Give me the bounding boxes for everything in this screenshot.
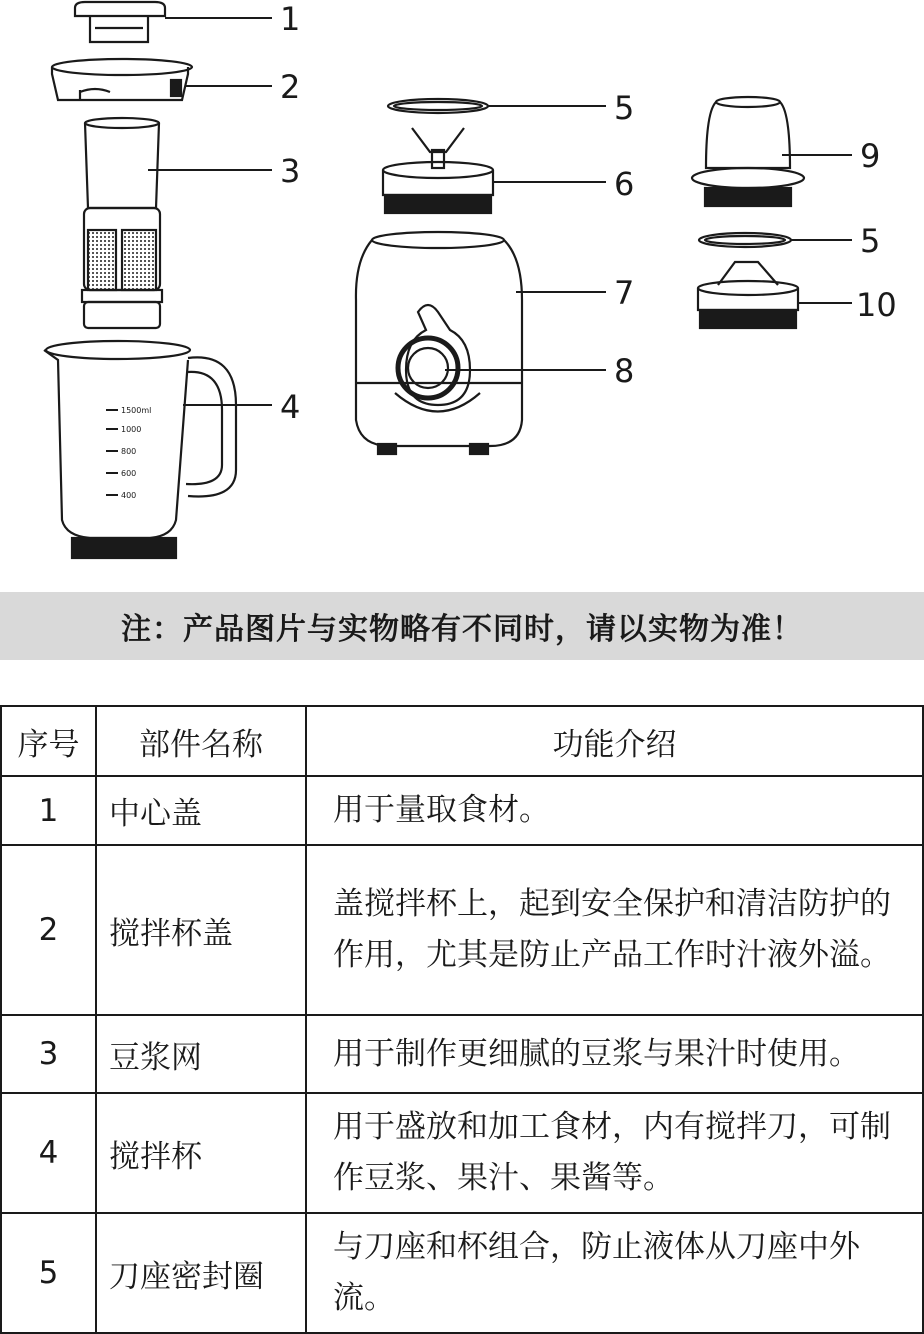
row-number: 4: [1, 1093, 96, 1213]
row-part-name: 中心盖: [96, 776, 306, 845]
callout-1: 1: [280, 0, 301, 38]
blade-assembly-illustration: [383, 128, 493, 213]
callout-8: 8: [614, 352, 635, 390]
table-row: [1, 1213, 923, 1333]
row-part-name: 搅拌杯盖: [96, 845, 306, 1015]
callout-3: 3: [280, 152, 301, 190]
parts-diagram: [0, 0, 924, 580]
callout-6: 6: [614, 165, 635, 203]
row-part-name: 搅拌杯: [96, 1093, 306, 1213]
table-row: [1, 845, 923, 1015]
cup-scale-mark: 400: [121, 491, 137, 500]
header-function: 功能介绍: [306, 706, 923, 776]
row-number: 2: [1, 845, 96, 1015]
callout-9: 9: [860, 137, 881, 175]
seal-ring-illustration: [388, 99, 488, 113]
parts-table: [0, 705, 924, 1334]
callout-2: 2: [280, 68, 301, 106]
cup-scale-mark: 800: [121, 447, 137, 456]
callout-5: 5: [614, 89, 635, 127]
filter-illustration: [82, 118, 162, 328]
grinder-cup-illustration: [692, 97, 804, 206]
row-description: 用于量取食材。: [306, 776, 923, 845]
row-number: 1: [1, 776, 96, 845]
row-number: 3: [1, 1015, 96, 1093]
header-number: 序号: [1, 706, 96, 776]
blender-lid-illustration: [52, 59, 192, 100]
header-part-name: 部件名称: [96, 706, 306, 776]
row-description: 与刀座和杯组合，防止液体从刀座中外流。: [306, 1213, 923, 1333]
row-part-name: 豆浆网: [96, 1015, 306, 1093]
cup-scale-mark: 1000: [121, 425, 142, 434]
knob-illustration: [398, 305, 470, 405]
callout-4: 4: [280, 388, 301, 426]
table-row: [1, 1093, 923, 1213]
callout-7: 7: [614, 274, 635, 312]
cup-scale-mark: 1500ml: [121, 406, 152, 415]
table-header-row: [1, 706, 923, 776]
row-part-name: 刀座密封圈: [96, 1213, 306, 1333]
blender-cup-illustration: [44, 341, 236, 558]
row-number: 5: [1, 1213, 96, 1333]
row-description: 用于制作更细腻的豆浆与果汁时使用。: [306, 1015, 923, 1093]
callout-10: 10: [856, 286, 897, 324]
row-description: 盖搅拌杯上，起到安全保护和清洁防护的作用，尤其是防止产品工作时汁液外溢。: [306, 845, 923, 1015]
disclaimer-note: 注：产品图片与实物略有不同时，请以实物为准！: [0, 592, 924, 660]
grinder-blade-illustration: [698, 262, 798, 328]
table-row: [1, 1015, 923, 1093]
seal-ring-small-illustration: [699, 233, 791, 247]
table-row: [1, 776, 923, 845]
callout-5b: 5: [860, 222, 881, 260]
center-cap-illustration: [75, 2, 165, 42]
row-description: 用于盛放和加工食材，内有搅拌刀，可制作豆浆、果汁、果酱等。: [306, 1093, 923, 1213]
cup-scale-mark: 600: [121, 469, 137, 478]
motor-base-illustration: [356, 232, 522, 454]
